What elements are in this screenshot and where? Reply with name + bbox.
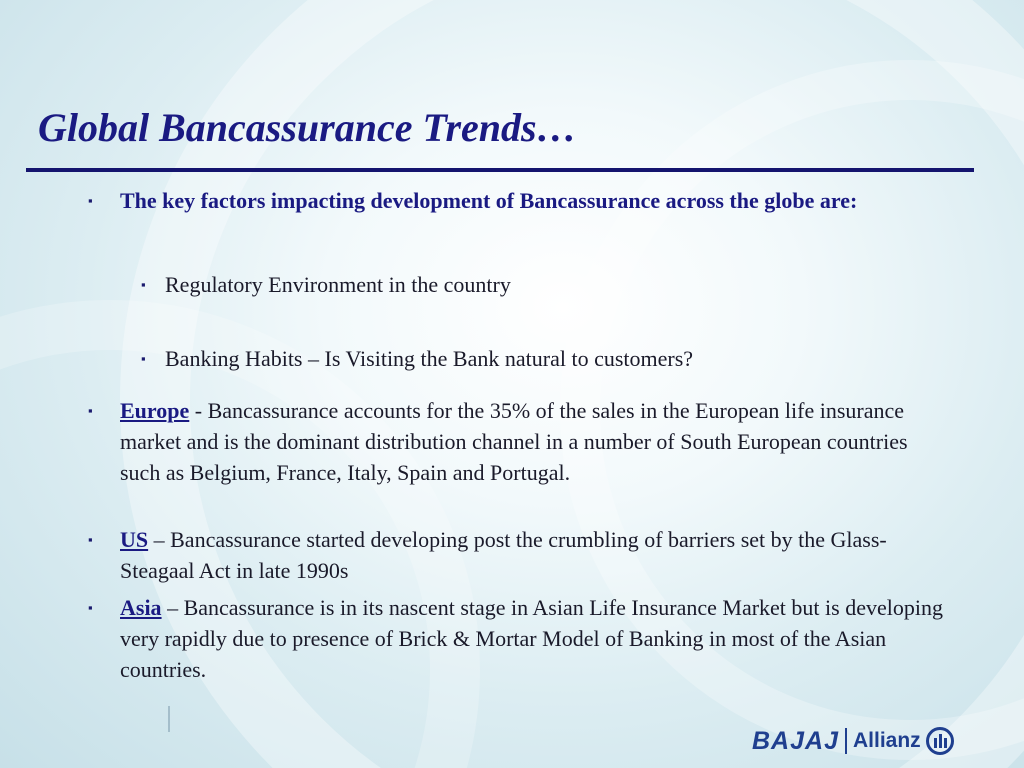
square-bullet-icon: ▪ <box>141 277 146 292</box>
logo-allianz-text: Allianz <box>852 729 921 752</box>
bullet-heading: US <box>120 527 149 552</box>
bullet-text: – Bancassurance started developing post the crumbling of barriers set by the Glass-Steagaal Act in late 1990s <box>120 527 887 583</box>
sub-bullet-text: Banking Habits – Is Visiting the Bank natural to customers? <box>165 346 694 371</box>
square-bullet-icon: ▪ <box>88 193 93 208</box>
square-bullet-icon: ▪ <box>88 403 93 418</box>
bajaj-allianz-logo <box>752 724 954 758</box>
logo-divider <box>845 728 847 754</box>
slide-title: Global Bancassurance Trends… <box>38 105 577 150</box>
bullet-heading: Asia <box>120 595 162 620</box>
bullet-asia <box>88 592 950 685</box>
sub-bullet-text: Regulatory Environment in the country <box>165 272 511 297</box>
bullet-text: The key factors impacting development of Bancassurance across the globe are: <box>120 188 858 213</box>
sub-bullet-regulatory <box>141 269 925 300</box>
bullet-heading: Europe <box>120 398 190 423</box>
bullet-us <box>88 524 940 586</box>
bullet-text: - Bancassurance accounts for the 35% of the sales in the European life insurance market and is the dominant distribution channel in a number of South European countries such as Belgium, France, Italy, Spain and Portugal. <box>120 398 908 485</box>
logo-bajaj-text: BAJAJ <box>752 726 839 755</box>
allianz-eagle-icon <box>926 727 954 755</box>
bullet-europe <box>88 395 950 488</box>
square-bullet-icon: ▪ <box>141 351 146 366</box>
vertical-mark <box>168 706 170 732</box>
bullet-key-factors <box>88 185 940 216</box>
square-bullet-icon: ▪ <box>88 600 93 615</box>
sub-bullet-banking-habits <box>141 343 925 374</box>
square-bullet-icon: ▪ <box>88 532 93 547</box>
bullet-text: – Bancassurance is in its nascent stage in Asian Life Insurance Market but is developing very rapidly due to presence of Brick & Mortar Model of Banking in most of the Asian countries. <box>120 595 943 682</box>
